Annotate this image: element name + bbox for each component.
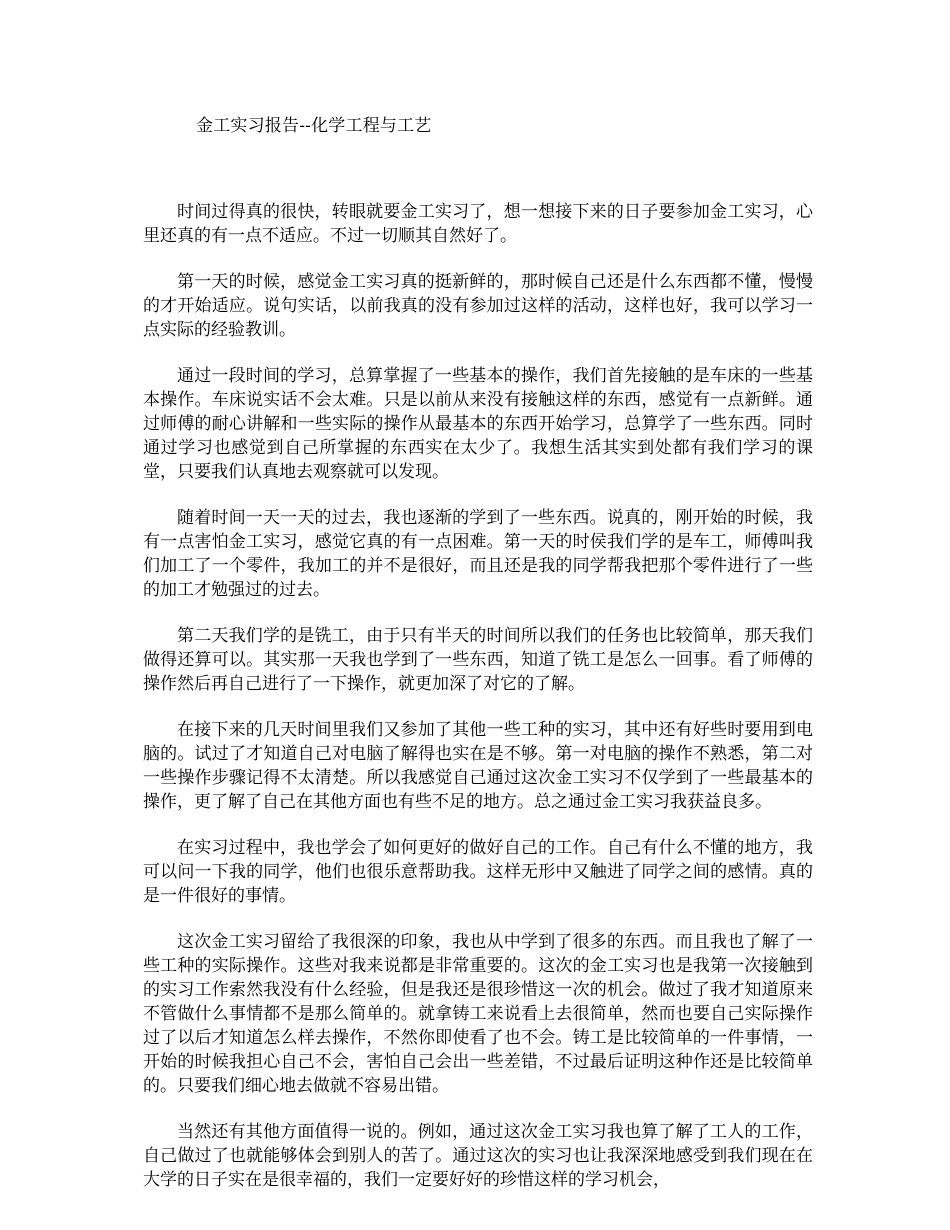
paragraph: 当然还有其他方面值得一说的。例如，通过这次金工实习我也算了解了工人的工作，自己做过了也就能够体会到别人的苦了。通过这次的实习也让我深深地感受到我们现在在大学的日子实在是很幸福的，我们一定要好好的珍惜这样的学习机会， [143,1122,813,1190]
paragraph: 在接下来的几天时间里我们又参加了其他一些工种的实习，其中还有好些时要用到电脑的。试过了才知道自己对电脑了解得也实在是不够。第一对电脑的操作不熟悉，第二对一些操作步骤记得不太清楚。所以我感觉自己通过这次金工实习不仅学到了一些最基本的操作，更了解了自己在其他方面也有些不足的地方。总之通过金工实习我获益良多。 [143,720,813,812]
paragraph: 第二天我们学的是铣工，由于只有半天的时间所以我们的任务也比较简单，那天我们做得还算可以。其实那一天我也学到了一些东西，知道了铣工是怎么一回事。看了师傅的操作然后再自己进行了一下操作，就更加深了对它的了解。 [143,626,813,694]
paragraph: 通过一段时间的学习，总算掌握了一些基本的操作，我们首先接触的是车床的一些基本操作。车床说实话不会太难。只是以前从来没有接触这样的东西，感觉有一点新鲜。通过师傅的耐心讲解和一些实际的操作从最基本的东西开始学习，总算学了一些东西。同时通过学习也感觉到自己所掌握的东西实在太少了。我想生活其实到处都有我们学习的课堂，只要我们认真地去观察就可以发现。 [143,366,813,482]
paragraph: 随着时间一天一天的过去，我也逐渐的学到了一些东西。说真的，刚开始的时候，我有一点害怕金工实习，感觉它真的有一点困难。第一天的时侯我们学的是车工，师傅叫我们加工了一个零件，我加工的并不是很好，而且还是我的同学帮我把那个零件进行了一些的加工才勉强过的过去。 [143,508,813,600]
paragraph: 时间过得真的很快，转眼就要金工实习了，想一想接下来的日子要参加金工实习，心里还真的有一点不适应。不过一切顺其自然好了。 [143,202,813,246]
paragraph: 这次金工实习留给了我很深的印象，我也从中学到了很多的东西。而且我也了解了一些工种的实际操作。这些对我来说都是非常重要的。这次的金工实习也是我第一次接触到的实习工作索然我没有什么经验，但是我还是很珍惜这一次的机会。做过了我才知道原来不管做什么事情都不是那么简单的。就拿铸工来说看上去很简单，然而也要自己实际操作过了以后才知道怎么样去操作，不然你即使看了也不会。铸工是比较简单的一件事情，一开始的时候我担心自己不会，害怕自己会出一些差错，不过最后证明这种作还是比较简单的。只要我们细心地去做就不容易出错。 [143,932,813,1096]
document-body [143,200,813,1214]
paragraph: 在实习过程中，我也学会了如何更好的做好自己的工作。自己有什么不懂的地方，我可以问一下我的同学，他们也很乐意帮助我。这样无形中又触进了同学之间的感情。真的是一件很好的事情。 [143,838,813,906]
document-title: 金工实习报告--化学工程与工艺 [196,116,432,136]
paragraph: 第一天的时候，感觉金工实习真的挺新鲜的，那时候自己还是什么东西都不懂，慢慢的才开始适应。说句实话，以前我真的没有参加过这样的活动，这样也好，我可以学习一点实际的经验教训。 [143,272,813,340]
